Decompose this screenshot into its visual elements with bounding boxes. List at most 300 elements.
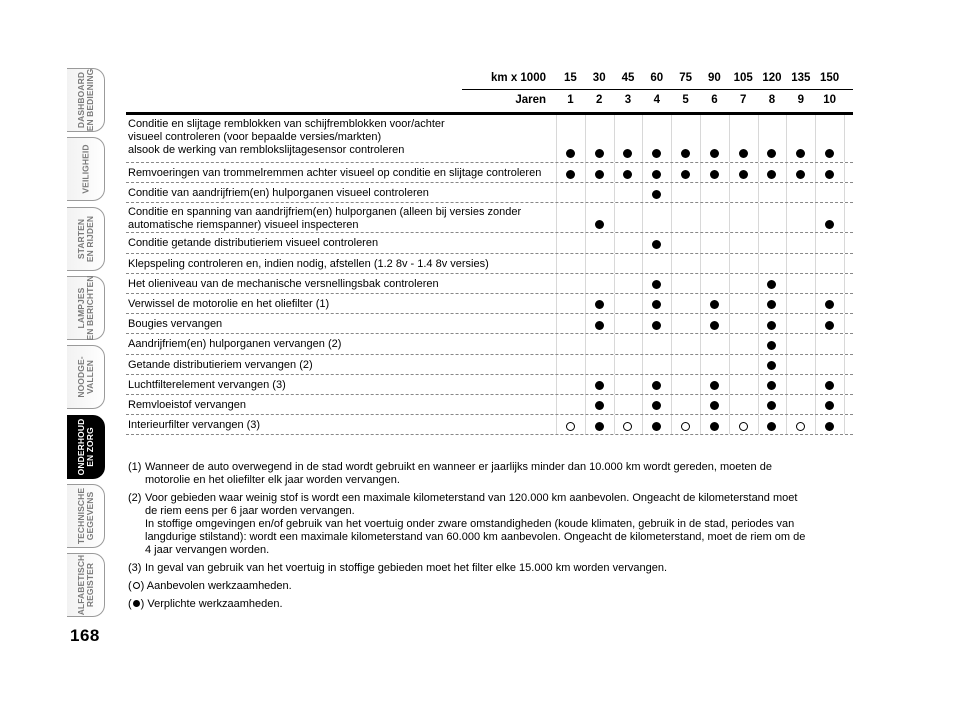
column-separator <box>729 334 730 353</box>
column-separator <box>815 233 816 252</box>
interval-cell <box>729 146 758 160</box>
mandatory-dot-icon <box>767 170 776 179</box>
tab-alfabetisch-register[interactable] <box>67 553 105 617</box>
table-row <box>126 163 853 183</box>
interval-cell <box>700 297 729 311</box>
year-header-cell: 3 <box>624 94 632 106</box>
mandatory-dot-icon <box>595 422 604 431</box>
footnote-line: 4 jaar vervangen worden. <box>145 544 270 556</box>
footnote-number: (3) <box>128 562 142 574</box>
interval-cell <box>614 166 643 180</box>
column-separator <box>729 254 730 273</box>
mandatory-dot-icon <box>825 381 834 390</box>
column-separator <box>844 314 845 333</box>
year-header-cell: 9 <box>797 94 804 106</box>
mandatory-dot-icon <box>710 422 719 431</box>
interval-cell <box>642 297 671 311</box>
table-row <box>126 314 853 334</box>
mandatory-dot-icon <box>595 170 604 179</box>
interval-cell <box>700 398 729 412</box>
interval-cell <box>815 398 844 412</box>
interval-cell <box>642 166 671 180</box>
task-description: Luchtfilterelement vervangen (3) <box>128 378 286 391</box>
mandatory-dot-icon <box>652 422 661 431</box>
column-separator <box>844 294 845 313</box>
interval-cell <box>585 398 614 412</box>
column-separator <box>614 334 615 353</box>
footnote-line: langdurige stilstand): wordt een maximale kilometerstand van 60.000 km aanbevolen. Ongeacht de kilometerstand, moet de riem om de <box>145 531 806 543</box>
column-separator <box>671 355 672 374</box>
interval-cell <box>758 378 787 392</box>
column-separator <box>786 233 787 252</box>
column-separator <box>614 395 615 414</box>
interval-cell <box>758 277 787 291</box>
year-header-cell: 2 <box>595 94 603 106</box>
tab-lampjes-en-berichten[interactable] <box>67 276 105 340</box>
column-separator <box>556 375 557 394</box>
year-header-cell: 8 <box>768 94 776 106</box>
mandatory-dot-icon <box>796 149 805 158</box>
tab-label: TECHNISCHE GEGEVENS <box>75 487 95 544</box>
interval-cell <box>786 146 815 160</box>
mandatory-dot-icon <box>652 401 661 410</box>
years-label: Jaren <box>515 94 546 106</box>
mandatory-dot-icon <box>623 170 632 179</box>
column-separator <box>844 115 845 162</box>
footnote-line: In geval van gebruik van het voertuig in stoffige gebieden moet het filter elke 15.000 km worden vervangen. <box>145 562 668 574</box>
interval-cell <box>642 237 671 251</box>
mandatory-dot-icon <box>796 170 805 179</box>
column-separator <box>700 203 701 232</box>
table-row <box>126 233 853 253</box>
interval-cell <box>786 418 815 432</box>
column-separator <box>844 375 845 394</box>
column-separator <box>700 254 701 273</box>
task-description: Remvloeistof vervangen <box>128 398 247 411</box>
table-row <box>126 115 853 163</box>
column-separator <box>786 203 787 232</box>
tab-label: VEILIGHEID <box>80 144 90 194</box>
table-body <box>126 115 853 435</box>
column-separator <box>614 183 615 202</box>
task-description: Klepspeling controleren en, indien nodig, afstellen (1.2 8v - 1.4 8v versies) <box>128 257 489 270</box>
km-header-cell: 150 <box>819 72 840 84</box>
column-separator <box>786 183 787 202</box>
column-separator <box>585 233 586 252</box>
km-header-cell: 30 <box>592 72 606 84</box>
mandatory-dot-icon <box>825 170 834 179</box>
mandatory-dot-icon <box>595 220 604 229</box>
table-row <box>126 334 853 354</box>
interval-cell <box>758 166 787 180</box>
column-separator <box>700 183 701 202</box>
footnotes <box>128 461 854 616</box>
interval-cell <box>700 418 729 432</box>
mandatory-dot-icon <box>652 190 661 199</box>
maintenance-table <box>126 68 853 435</box>
mandatory-dot-icon <box>739 149 748 158</box>
interval-cell <box>585 378 614 392</box>
km-header-cell: 75 <box>679 72 692 84</box>
km-header-cell: 120 <box>762 72 782 84</box>
mandatory-dot-icon <box>767 381 776 390</box>
column-separator <box>844 203 845 232</box>
column-separator <box>729 274 730 293</box>
km-header-cell: 135 <box>791 72 811 84</box>
km-header-cell: 45 <box>621 72 635 84</box>
mandatory-dot-icon <box>739 170 748 179</box>
interval-cell <box>671 418 700 432</box>
column-separator <box>758 203 759 232</box>
mandatory-dot-icon <box>652 170 661 179</box>
legend-text: ) Verplichte werkzaamheden. <box>140 598 283 610</box>
interval-cell <box>815 317 844 331</box>
year-header-cell: 7 <box>739 94 747 106</box>
column-separator <box>729 203 730 232</box>
task-description: Conditie en slijtage remblokken van schijfremblokken voor/achter visueel controleren (voor bepaalde versies/markten) alsook de werking van remblokslijtagesensor controleren <box>128 118 445 156</box>
interval-cell <box>585 317 614 331</box>
interval-cell <box>729 166 758 180</box>
footnote-line: motorolie en het oliefilter elk jaar worden vervangen. <box>145 474 400 486</box>
column-separator <box>815 274 816 293</box>
mandatory-dot-icon <box>825 149 834 158</box>
interval-cell <box>556 418 585 432</box>
column-separator <box>614 314 615 333</box>
column-separator <box>556 203 557 232</box>
tab-label: NOODGE- VALLEN <box>75 356 95 398</box>
column-separator <box>786 355 787 374</box>
mandatory-dot-icon <box>825 220 834 229</box>
mandatory-dot-icon <box>825 422 834 431</box>
mandatory-dot-icon <box>652 149 661 158</box>
table-row <box>126 375 853 395</box>
table-row <box>126 254 853 274</box>
column-separator <box>758 183 759 202</box>
column-separator <box>815 334 816 353</box>
interval-cell <box>815 297 844 311</box>
interval-cell <box>585 166 614 180</box>
mandatory-dot-icon <box>623 149 632 158</box>
mandatory-dot-icon <box>825 321 834 330</box>
mandatory-dot-icon <box>710 300 719 309</box>
column-separator <box>642 254 643 273</box>
mandatory-dot-icon <box>767 401 776 410</box>
column-separator <box>642 203 643 232</box>
column-separator <box>614 355 615 374</box>
mandatory-dot-icon <box>595 381 604 390</box>
column-separator <box>556 334 557 353</box>
interval-cell <box>815 166 844 180</box>
recommended-ring-icon <box>739 422 748 431</box>
column-separator <box>700 355 701 374</box>
column-separator <box>585 334 586 353</box>
interval-cell <box>614 418 643 432</box>
interval-cell <box>700 166 729 180</box>
footnote <box>128 492 854 557</box>
interval-cell <box>786 166 815 180</box>
mandatory-dot-icon <box>710 401 719 410</box>
column-separator <box>786 375 787 394</box>
column-separator <box>671 233 672 252</box>
column-separator <box>786 274 787 293</box>
column-separator <box>671 375 672 394</box>
table-row <box>126 183 853 203</box>
mandatory-dot-icon <box>767 361 776 370</box>
column-separator <box>556 314 557 333</box>
km-header-cell: 15 <box>564 72 577 84</box>
interval-cell <box>671 146 700 160</box>
task-description: Getande distributieriem vervangen (2) <box>128 358 313 371</box>
year-header-cell: 1 <box>567 94 574 106</box>
interval-cell <box>642 146 671 160</box>
year-header-cell: 6 <box>711 94 718 106</box>
km-header-cell: 105 <box>733 72 753 84</box>
column-separator <box>844 415 845 434</box>
mandatory-dot-icon <box>710 381 719 390</box>
tab-label: STARTEN EN RIJDEN <box>75 215 95 262</box>
mandatory-dot-icon <box>767 422 776 431</box>
column-separator <box>729 375 730 394</box>
column-separator <box>642 355 643 374</box>
mandatory-dot-icon <box>652 381 661 390</box>
column-separator <box>786 294 787 313</box>
footnote <box>128 461 854 487</box>
interval-cell <box>642 317 671 331</box>
column-separator <box>614 274 615 293</box>
year-header-cell: 4 <box>653 94 660 106</box>
column-separator <box>700 274 701 293</box>
interval-cell <box>642 378 671 392</box>
mandatory-dot-icon <box>767 149 776 158</box>
column-separator <box>671 274 672 293</box>
tab-label: ALFABETISCH REGISTER <box>75 554 95 616</box>
mandatory-dot-icon <box>652 280 661 289</box>
recommended-ring-icon <box>681 422 690 431</box>
mandatory-dot-icon <box>681 149 690 158</box>
footnote-number: (1) <box>128 461 142 473</box>
mandatory-dot-icon <box>595 149 604 158</box>
km-header-cell: 60 <box>650 72 664 84</box>
mandatory-dot-icon <box>767 300 776 309</box>
mandatory-dot-icon <box>595 321 604 330</box>
column-separator <box>614 203 615 232</box>
column-separator <box>556 294 557 313</box>
column-separator <box>614 375 615 394</box>
mandatory-dot-icon <box>681 170 690 179</box>
column-separator <box>671 314 672 333</box>
column-separator <box>844 254 845 273</box>
interval-cell <box>671 166 700 180</box>
mandatory-dot-icon <box>566 149 575 158</box>
task-description: Interieurfilter vervangen (3) <box>128 419 261 432</box>
tab-noodge-vallen[interactable] <box>67 345 105 409</box>
table-row <box>126 355 853 375</box>
column-separator <box>729 355 730 374</box>
column-separator <box>556 254 557 273</box>
interval-cell <box>700 317 729 331</box>
column-separator <box>844 274 845 293</box>
interval-cell <box>815 216 844 230</box>
tab-label: DASHBOARD EN BEDIENING <box>75 68 95 132</box>
mandatory-dot-icon <box>652 321 661 330</box>
column-separator <box>556 395 557 414</box>
column-separator <box>729 294 730 313</box>
page-number: 168 <box>70 626 100 645</box>
column-separator <box>585 183 586 202</box>
interval-cell <box>815 146 844 160</box>
footnote-number: (2) <box>128 492 142 504</box>
column-separator <box>556 183 557 202</box>
column-separator <box>844 233 845 252</box>
column-separator <box>556 233 557 252</box>
column-separator <box>729 314 730 333</box>
mandatory-dot-icon <box>652 240 661 249</box>
column-separator <box>700 233 701 252</box>
mandatory-dot-icon <box>710 149 719 158</box>
interval-cell <box>758 358 787 372</box>
table-row <box>126 203 853 233</box>
interval-cell <box>585 146 614 160</box>
interval-cell <box>758 418 787 432</box>
task-description: Remvoeringen van trommelremmen achter visueel op conditie en slijtage controleren <box>128 167 542 179</box>
task-description: Conditie en spanning van aandrijfriem(en) hulporganen (alleen bij versies zonder automatische riemspanner) visueel inspecteren <box>128 206 522 232</box>
km-header-cell: 90 <box>708 72 721 84</box>
interval-cell <box>758 338 787 352</box>
footnote-line: de riem eens per 6 jaar worden vervangen. <box>145 505 355 517</box>
column-separator <box>671 334 672 353</box>
interval-cell <box>585 418 614 432</box>
column-separator <box>614 233 615 252</box>
column-separator <box>844 334 845 353</box>
mandatory-dot-icon <box>710 170 719 179</box>
column-separator <box>585 254 586 273</box>
table-row <box>126 395 853 415</box>
column-separator <box>585 355 586 374</box>
column-separator <box>585 274 586 293</box>
table-row <box>126 415 853 435</box>
column-separator <box>815 183 816 202</box>
tab-dashboard-en-bediening[interactable] <box>67 68 105 132</box>
column-separator <box>671 183 672 202</box>
mandatory-dot-icon <box>595 401 604 410</box>
column-separator <box>700 334 701 353</box>
interval-cell <box>815 378 844 392</box>
task-description: Verwissel de motorolie en het oliefilter (1) <box>128 297 330 310</box>
mandatory-dot-icon <box>825 300 834 309</box>
tab-label: ONDERHOUD EN ZORG <box>75 418 95 475</box>
recommended-ring-icon <box>566 422 575 431</box>
interval-cell <box>556 146 585 160</box>
mandatory-dot-icon <box>566 170 575 179</box>
column-separator <box>844 183 845 202</box>
legend-item: ( ) Aanbevolen werkzaamheden. <box>128 580 292 592</box>
interval-cell <box>556 166 585 180</box>
recommended-ring-icon <box>623 422 632 431</box>
interval-cell <box>585 297 614 311</box>
mandatory-dot-icon <box>767 280 776 289</box>
column-separator <box>758 254 759 273</box>
interval-cell <box>642 186 671 200</box>
column-separator <box>671 395 672 414</box>
interval-cell <box>758 297 787 311</box>
task-description: Het olieniveau van de mechanische versnellingsbak controleren <box>128 277 439 290</box>
table-row <box>126 294 853 314</box>
tab-onderhoud-en-zorg[interactable] <box>67 415 105 479</box>
column-separator <box>844 395 845 414</box>
tab-starten-en-rijden[interactable] <box>67 207 105 271</box>
footnote <box>128 562 854 575</box>
legend-item: ( ) Verplichte werkzaamheden. <box>128 598 283 610</box>
column-separator <box>556 355 557 374</box>
km-label: km x 1000 <box>491 72 546 84</box>
interval-cell <box>700 146 729 160</box>
column-separator <box>786 334 787 353</box>
year-header-cell: 10 <box>823 94 836 106</box>
mandatory-dot-icon <box>825 401 834 410</box>
column-separator <box>815 355 816 374</box>
column-separator <box>729 183 730 202</box>
column-separator <box>786 314 787 333</box>
column-separator <box>786 254 787 273</box>
interval-cell <box>642 398 671 412</box>
recommended-ring-icon <box>796 422 805 431</box>
column-separator <box>671 294 672 313</box>
recommended-ring-icon <box>133 582 140 589</box>
footnote-line: In stoffige omgevingen en/of gebruik van het voertuig onder zware omstandigheden (koude klimaten, gebruik in de stad, periodes van <box>145 518 795 530</box>
column-separator <box>729 233 730 252</box>
column-separator <box>671 203 672 232</box>
interval-cell <box>758 398 787 412</box>
column-separator <box>729 395 730 414</box>
column-separator <box>614 254 615 273</box>
mandatory-dot-icon <box>767 321 776 330</box>
year-header-cell: 5 <box>682 94 689 106</box>
mandatory-dot-icon <box>767 341 776 350</box>
interval-cell <box>758 146 787 160</box>
task-description: Bougies vervangen <box>128 318 223 331</box>
interval-cell <box>585 216 614 230</box>
column-separator <box>671 254 672 273</box>
interval-cell <box>815 418 844 432</box>
interval-cell <box>614 146 643 160</box>
column-separator <box>815 254 816 273</box>
task-description: Conditie van aandrijfriem(en) hulporganen visueel controleren <box>128 187 429 200</box>
years-header-row <box>126 90 853 112</box>
footnote-line: Voor gebieden waar weinig stof is wordt een maximale kilometerstand van 120.000 km aanbevolen. Ongeacht de kilometerstand moet <box>145 492 798 504</box>
column-separator <box>556 274 557 293</box>
interval-cell <box>700 378 729 392</box>
column-separator <box>614 294 615 313</box>
mandatory-dot-icon <box>652 300 661 309</box>
mandatory-dot-icon <box>710 321 719 330</box>
km-header-row <box>126 68 853 90</box>
footnote-line: Wanneer de auto overwegend in de stad wordt gebruikt en wanneer er jaarlijks minder dan 10.000 km wordt gereden, moeten de <box>145 461 772 473</box>
tab-label: LAMPJES EN BERICHTEN <box>75 275 95 341</box>
column-separator <box>758 233 759 252</box>
column-separator <box>844 355 845 374</box>
task-description: Conditie getande distributieriem visueel controleren <box>128 237 379 250</box>
legend-text: ) Aanbevolen werkzaamheden. <box>140 580 292 592</box>
tab-technische-gegevens[interactable] <box>67 484 105 548</box>
interval-cell <box>758 317 787 331</box>
interval-cell <box>642 277 671 291</box>
table-row <box>126 274 853 294</box>
tab-veiligheid[interactable] <box>67 137 105 201</box>
column-separator <box>786 395 787 414</box>
interval-cell <box>642 418 671 432</box>
column-separator <box>844 163 845 182</box>
interval-cell <box>729 418 758 432</box>
